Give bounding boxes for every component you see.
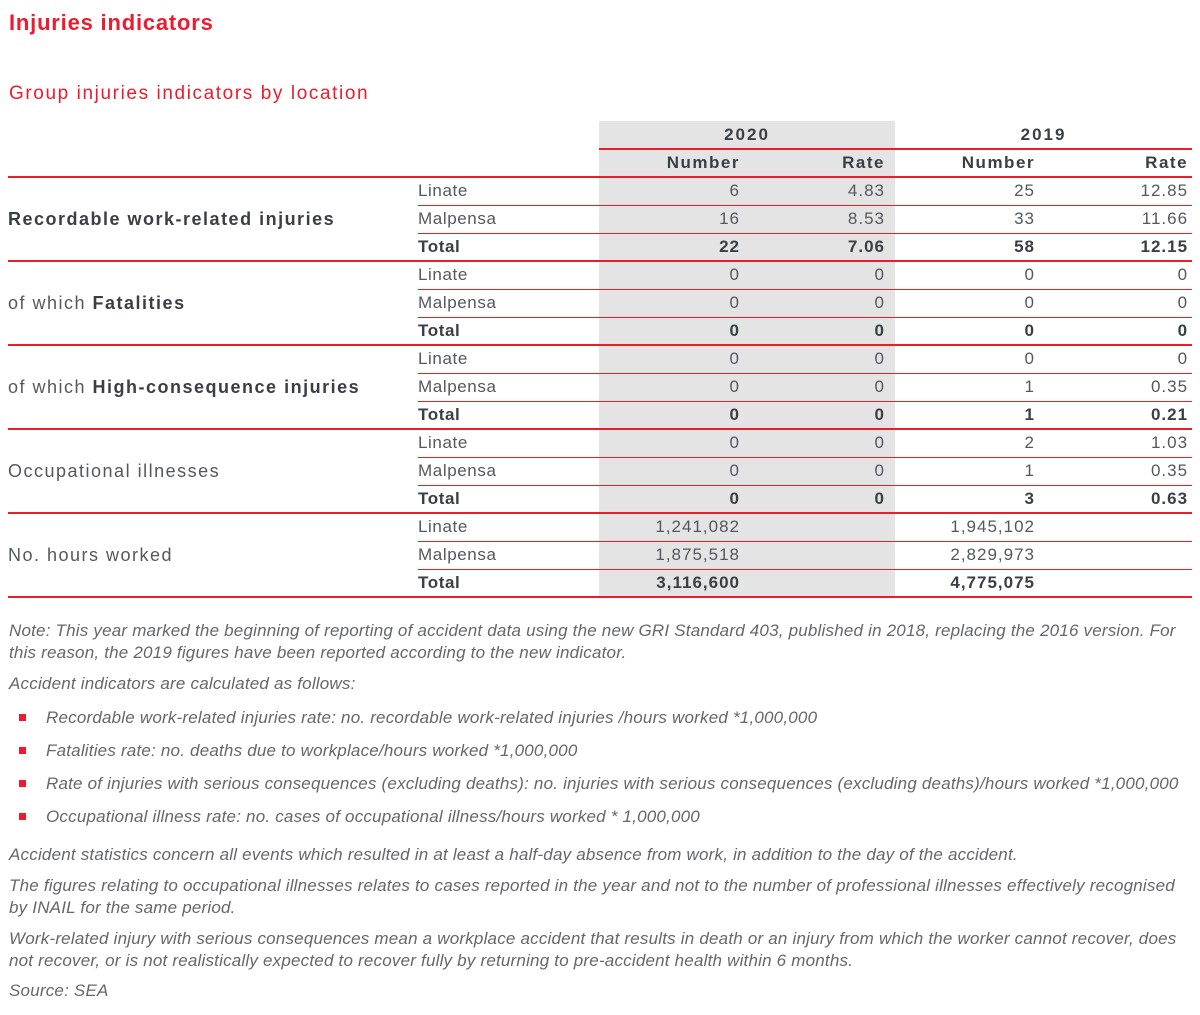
value-cell: 1 [895,373,1037,401]
bullet-square-icon [19,780,26,787]
value-cell: 33 [895,205,1037,233]
note-accident-statistics: Accident statistics concern all events which resulted in at least a half-day absence from work, in addition to the day of the accident. [9,845,1018,864]
col-header-rate-2019: Rate [1037,149,1192,177]
table-row [8,429,1192,457]
value-cell: 1,945,102 [895,513,1037,541]
value-cell: 1 [895,401,1037,429]
value-cell: 12.85 [1037,177,1192,205]
value-cell: 0 [599,457,742,485]
row-group-label-text: No. hours worked [8,544,174,565]
location-cell: Malpensa [418,205,599,233]
value-cell: 1.03 [1037,429,1192,457]
value-cell: 4,775,075 [895,569,1037,597]
value-cell: 0 [742,457,895,485]
location-cell: Linate [418,345,599,373]
bullet-square-icon [19,813,26,820]
value-cell: 0 [599,401,742,429]
value-cell: 0.63 [1037,485,1192,513]
value-cell: 12.15 [1037,233,1192,261]
value-cell: 0 [742,429,895,457]
location-cell: Total [418,401,599,429]
value-cell: 0 [1037,289,1192,317]
note-occupational-illness: The figures relating to occupational illnesses relates to cases reported in the year and not to the number of professional illnesses effectively recognised by INAIL for the same period. [9,876,1175,917]
value-cell [742,569,895,597]
note-serious-consequences: Work-related injury with serious consequences mean a workplace accident that results in death or an injury from which the worker cannot recover, does not recover, or is not realistically expected to recover fully by returning to pre-accident health within 6 months. [9,929,1177,970]
location-cell: Linate [418,513,599,541]
row-group-label-text: Fatalities [92,292,186,313]
value-cell [742,513,895,541]
row-group-label [8,513,418,597]
value-cell [742,541,895,569]
value-cell: 11.66 [1037,205,1192,233]
value-cell: 1,875,518 [599,541,742,569]
rate-definition-text: Recordable work-related injuries rate: no. recordable work-related injuries /hours worked *1,000,000 [46,708,818,727]
value-cell: 0 [1037,345,1192,373]
value-cell [1037,541,1192,569]
rate-definition-item [9,806,1193,828]
value-cell [1037,569,1192,597]
row-group-label-text: Occupational illnesses [8,460,221,481]
year-header-2020: 2020 [599,121,895,149]
value-cell: 0 [599,289,742,317]
value-cell: 1,241,082 [599,513,742,541]
value-cell: 0 [742,401,895,429]
value-cell: 0 [742,317,895,345]
header-spacer [8,121,599,149]
value-cell: 0 [742,261,895,289]
value-cell: 0 [742,289,895,317]
value-cell: 0 [599,317,742,345]
value-cell: 0 [599,261,742,289]
col-header-number-2020: Number [599,149,742,177]
value-cell: 0 [742,485,895,513]
value-cell: 0 [895,317,1037,345]
value-cell: 25 [895,177,1037,205]
injuries-table-body [8,177,1192,597]
location-cell: Malpensa [418,541,599,569]
value-cell: 58 [895,233,1037,261]
value-cell: 0 [599,373,742,401]
rate-definition-item [9,740,1193,762]
row-group-label-text: High-consequence injuries [92,376,361,397]
year-header-2019: 2019 [895,121,1192,149]
injuries-table [8,121,1192,598]
value-cell: 0 [742,345,895,373]
rate-definition-item [9,773,1193,795]
value-cell: 1 [895,457,1037,485]
location-cell: Malpensa [418,457,599,485]
value-cell: 0.35 [1037,457,1192,485]
rate-definition-text: Rate of injuries with serious consequences (excluding deaths): no. injuries with serious consequences (excluding deaths)/hours worked *1,000,000 [46,774,1179,793]
column-header-row [8,149,1192,177]
value-cell: 0 [599,429,742,457]
value-cell: 3,116,600 [599,569,742,597]
row-group-label-prefix: of which [8,292,93,313]
location-cell: Linate [418,429,599,457]
table-row [8,177,1192,205]
location-cell: Linate [418,177,599,205]
location-cell: Total [418,485,599,513]
location-cell: Malpensa [418,373,599,401]
value-cell: 0 [895,345,1037,373]
value-cell: 16 [599,205,742,233]
note-calc-intro: Accident indicators are calculated as follows: [9,674,356,693]
row-group-label-text: Recordable work-related injuries [8,208,336,229]
source-note: Source: SEA [9,981,109,1000]
row-group-label [8,177,418,261]
bullet-square-icon [19,747,26,754]
rate-definition-text: Occupational illness rate: no. cases of occupational illness/hours worked * 1,000,000 [46,807,700,826]
table-row [8,513,1192,541]
value-cell [1037,513,1192,541]
value-cell: 7.06 [742,233,895,261]
value-cell: 4.83 [742,177,895,205]
notes-section [9,620,1193,1002]
col-header-number-2019: Number [895,149,1037,177]
value-cell: 6 [599,177,742,205]
bullet-square-icon [19,714,26,721]
year-header-row [8,121,1192,149]
value-cell: 3 [895,485,1037,513]
value-cell: 0 [1037,317,1192,345]
value-cell: 0 [895,289,1037,317]
value-cell: 0 [599,345,742,373]
note-gri-standard: Note: This year marked the beginning of reporting of accident data using the new GRI Standard 403, published in 2018, replacing the 2016 version. For this reason, the 2019 figures have been reported according to the new indicator. [9,621,1176,662]
value-cell: 0.21 [1037,401,1192,429]
table-row [8,345,1192,373]
col-header-rate-2020: Rate [742,149,895,177]
value-cell: 8.53 [742,205,895,233]
row-group-label [8,261,418,345]
value-cell: 0.35 [1037,373,1192,401]
value-cell: 0 [1037,261,1192,289]
value-cell: 2 [895,429,1037,457]
location-cell: Total [418,233,599,261]
location-cell: Total [418,569,599,597]
row-group-label-prefix: of which [8,376,93,397]
location-cell: Total [418,317,599,345]
location-cell: Malpensa [418,289,599,317]
value-cell: 0 [742,373,895,401]
column-header-spacer [8,149,599,177]
table-row [8,261,1192,289]
location-cell: Linate [418,261,599,289]
rate-definitions-list [9,707,1193,828]
value-cell: 0 [895,261,1037,289]
section-subtitle: Group injuries indicators by location [9,83,370,104]
value-cell: 2,829,973 [895,541,1037,569]
row-group-label [8,429,418,513]
row-group-label [8,345,418,429]
value-cell: 22 [599,233,742,261]
rate-definition-text: Fatalities rate: no. deaths due to workplace/hours worked *1,000,000 [46,741,578,760]
rate-definition-item [9,707,1193,729]
value-cell: 0 [599,485,742,513]
page-title: Injuries indicators [9,10,214,35]
report-page [0,10,1200,1015]
